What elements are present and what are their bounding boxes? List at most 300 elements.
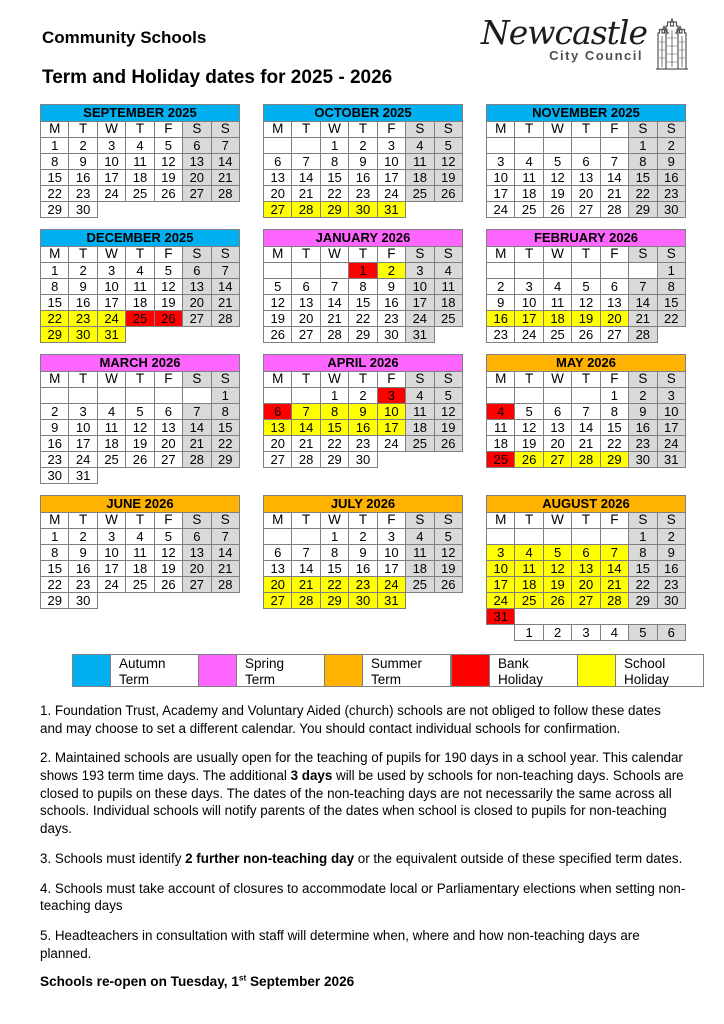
date-cell: 9: [41, 420, 69, 436]
date-cell: 16: [69, 295, 97, 311]
date-cell: 17: [377, 420, 405, 436]
doc-title: Community Schools: [42, 28, 207, 47]
blank: [97, 468, 125, 484]
blank: [97, 593, 125, 609]
date-cell: 28: [211, 311, 239, 327]
blank: [377, 452, 405, 468]
date-cell: 21: [320, 311, 348, 327]
day-letter: M: [264, 513, 292, 529]
date-cell: 11: [434, 279, 462, 295]
date-cell: 28: [211, 577, 239, 593]
day-letter: S: [434, 372, 462, 388]
day-letter: F: [600, 513, 628, 529]
day-letter: S: [657, 372, 685, 388]
month-header: FEBRUARY 2026: [487, 230, 686, 247]
date-cell: 10: [515, 295, 543, 311]
date-cell: 14: [183, 420, 211, 436]
date-cell: 3: [97, 263, 125, 279]
date-cell: 20: [543, 436, 571, 452]
month-header: NOVEMBER 2025: [487, 105, 686, 122]
day-letter: T: [349, 247, 377, 263]
date-cell: 28: [600, 202, 628, 218]
date-cell: 28: [211, 186, 239, 202]
date-cell: 10: [487, 561, 515, 577]
date-cell: 1: [657, 263, 685, 279]
date-cell: 3: [406, 263, 434, 279]
day-letter: T: [515, 247, 543, 263]
date-cell: 3: [69, 404, 97, 420]
date-cell: 10: [377, 154, 405, 170]
blank: [183, 202, 211, 218]
date-cell: 16: [69, 170, 97, 186]
empty-cell: [543, 388, 571, 404]
empty-cell: [600, 138, 628, 154]
date-cell: 15: [657, 295, 685, 311]
empty-cell: [97, 388, 125, 404]
date-cell: 4: [434, 263, 462, 279]
day-letter: T: [69, 247, 97, 263]
day-letter: S: [629, 247, 657, 263]
empty-cell: [292, 529, 320, 545]
term-color-swatch: [199, 655, 237, 686]
date-cell: 25: [126, 311, 154, 327]
day-letter: T: [126, 513, 154, 529]
month-calendar-november-2025: [486, 104, 686, 218]
date-cell: 6: [183, 529, 211, 545]
date-cell: 19: [434, 170, 462, 186]
date-cell: 31: [657, 452, 685, 468]
date-cell: 16: [657, 170, 685, 186]
day-letter: W: [320, 372, 348, 388]
date-cell: 1: [349, 263, 377, 279]
date-cell: 11: [126, 545, 154, 561]
date-cell: 10: [377, 545, 405, 561]
date-cell: 5: [515, 404, 543, 420]
date-cell: 13: [264, 420, 292, 436]
day-letter: T: [126, 122, 154, 138]
date-cell: 20: [264, 577, 292, 593]
date-cell: 1: [320, 138, 348, 154]
date-cell: 23: [629, 436, 657, 452]
day-letter: F: [600, 372, 628, 388]
blank: [487, 625, 515, 641]
date-cell: 26: [434, 436, 462, 452]
date-cell: 28: [320, 327, 348, 343]
date-cell: 7: [292, 404, 320, 420]
date-cell: 16: [69, 561, 97, 577]
date-cell: 27: [600, 327, 628, 343]
legend-autumn-term: [72, 654, 199, 687]
date-cell: 17: [377, 170, 405, 186]
date-cell: 17: [97, 295, 125, 311]
date-cell: 3: [377, 388, 405, 404]
date-cell: 23: [487, 327, 515, 343]
empty-cell: [543, 263, 571, 279]
date-cell: 11: [487, 420, 515, 436]
date-cell: 2: [41, 404, 69, 420]
legend-label: Summer Term: [371, 656, 423, 687]
empty-cell: [600, 529, 628, 545]
date-cell: 26: [154, 186, 182, 202]
date-cell: 22: [320, 577, 348, 593]
date-cell: 13: [572, 170, 600, 186]
date-cell: 28: [292, 452, 320, 468]
month-header: JUNE 2026: [41, 496, 240, 513]
date-cell: 9: [629, 404, 657, 420]
date-cell: 16: [349, 561, 377, 577]
date-cell: 24: [97, 577, 125, 593]
day-letter: S: [183, 122, 211, 138]
date-cell: 9: [69, 279, 97, 295]
date-cell: 19: [543, 186, 571, 202]
month-calendar-august-2026: [486, 495, 686, 641]
date-cell: 22: [320, 186, 348, 202]
month-calendar-april-2026: [263, 354, 463, 468]
day-letter: T: [349, 513, 377, 529]
date-cell: 16: [657, 561, 685, 577]
date-cell: 13: [183, 279, 211, 295]
date-cell: 8: [320, 154, 348, 170]
day-letter: M: [487, 513, 515, 529]
date-cell: 14: [600, 170, 628, 186]
date-cell: 19: [434, 561, 462, 577]
empty-cell: [154, 388, 182, 404]
day-letter: W: [97, 122, 125, 138]
date-cell: 26: [434, 186, 462, 202]
date-cell: 14: [320, 295, 348, 311]
date-cell: 11: [126, 154, 154, 170]
month-calendar-february-2026: [486, 229, 686, 343]
day-letter: F: [377, 372, 405, 388]
date-cell: 1: [320, 529, 348, 545]
blank: [126, 202, 154, 218]
date-cell: 8: [657, 279, 685, 295]
date-cell: 17: [406, 295, 434, 311]
date-cell: 12: [572, 295, 600, 311]
date-cell: 19: [515, 436, 543, 452]
date-cell: 18: [126, 295, 154, 311]
day-letter: W: [320, 247, 348, 263]
day-letter: F: [600, 122, 628, 138]
date-cell: 17: [69, 436, 97, 452]
month-calendar-september-2025: [40, 104, 240, 218]
date-cell: 10: [97, 279, 125, 295]
date-cell: 19: [572, 311, 600, 327]
empty-cell: [515, 263, 543, 279]
day-letter: T: [69, 513, 97, 529]
date-cell: 23: [349, 577, 377, 593]
date-cell: 13: [543, 420, 571, 436]
day-letter: S: [434, 247, 462, 263]
date-cell: 11: [406, 154, 434, 170]
date-cell: 31: [69, 468, 97, 484]
legend-summer-term: [324, 654, 451, 687]
date-cell: 30: [69, 327, 97, 343]
day-letter: S: [211, 372, 239, 388]
day-letter: S: [657, 513, 685, 529]
empty-cell: [264, 529, 292, 545]
date-cell: 15: [41, 561, 69, 577]
empty-cell: [41, 388, 69, 404]
date-cell: 1: [41, 263, 69, 279]
month-calendar-july-2026: [263, 495, 463, 609]
date-cell: 14: [629, 295, 657, 311]
date-cell: 2: [657, 138, 685, 154]
blank: [406, 452, 434, 468]
date-cell: 12: [154, 545, 182, 561]
date-cell: 16: [349, 420, 377, 436]
blank: [154, 468, 182, 484]
date-cell: 16: [41, 436, 69, 452]
day-letter: T: [69, 122, 97, 138]
date-cell: 14: [211, 545, 239, 561]
date-cell: 18: [406, 170, 434, 186]
day-letter: W: [543, 513, 571, 529]
day-letter: S: [657, 247, 685, 263]
date-cell: 10: [97, 154, 125, 170]
date-cell: 27: [264, 452, 292, 468]
day-letter: S: [629, 122, 657, 138]
date-cell: 24: [97, 311, 125, 327]
date-cell: 19: [154, 295, 182, 311]
day-letter: F: [154, 122, 182, 138]
date-cell: 25: [515, 202, 543, 218]
date-cell: 9: [657, 545, 685, 561]
date-cell: 2: [69, 263, 97, 279]
empty-cell: [292, 263, 320, 279]
empty-cell: [292, 138, 320, 154]
date-cell: 18: [543, 311, 571, 327]
blank: [657, 609, 685, 625]
date-cell: 3: [487, 154, 515, 170]
date-cell: 8: [211, 404, 239, 420]
date-cell: 27: [183, 311, 211, 327]
blank: [515, 609, 543, 625]
date-cell: 30: [41, 468, 69, 484]
date-cell: 7: [211, 263, 239, 279]
date-cell: 6: [183, 138, 211, 154]
empty-cell: [572, 529, 600, 545]
date-cell: 30: [349, 202, 377, 218]
date-cell: 6: [264, 545, 292, 561]
date-cell: 16: [349, 170, 377, 186]
day-letter: S: [406, 513, 434, 529]
date-cell: 18: [515, 577, 543, 593]
date-cell: 30: [69, 202, 97, 218]
date-cell: 16: [377, 295, 405, 311]
legend-label: School Holiday: [624, 656, 670, 687]
day-letter: F: [154, 372, 182, 388]
preview-date-cell: 2: [543, 625, 571, 641]
date-cell: 4: [543, 279, 571, 295]
day-letter: M: [41, 513, 69, 529]
date-cell: 5: [543, 545, 571, 561]
day-letter: F: [377, 247, 405, 263]
day-letter: S: [434, 513, 462, 529]
date-cell: 21: [211, 561, 239, 577]
blank: [97, 202, 125, 218]
date-cell: 2: [349, 138, 377, 154]
blank: [154, 327, 182, 343]
date-cell: 9: [349, 545, 377, 561]
blank: [211, 327, 239, 343]
day-letter: S: [629, 372, 657, 388]
date-cell: 12: [154, 154, 182, 170]
blank: [154, 202, 182, 218]
day-letter: T: [515, 122, 543, 138]
date-cell: 22: [211, 436, 239, 452]
date-cell: 30: [349, 593, 377, 609]
date-cell: 4: [487, 404, 515, 420]
day-letter: F: [154, 513, 182, 529]
date-cell: 20: [183, 170, 211, 186]
day-letter: S: [629, 513, 657, 529]
date-cell: 15: [349, 295, 377, 311]
date-cell: 24: [377, 186, 405, 202]
date-cell: 4: [406, 388, 434, 404]
empty-cell: [487, 529, 515, 545]
date-cell: 4: [97, 404, 125, 420]
date-cell: 6: [572, 545, 600, 561]
date-cell: 18: [406, 561, 434, 577]
date-cell: 19: [543, 577, 571, 593]
empty-cell: [543, 138, 571, 154]
date-cell: 11: [515, 170, 543, 186]
date-cell: 25: [126, 186, 154, 202]
date-cell: 7: [211, 529, 239, 545]
day-letter: W: [97, 513, 125, 529]
date-cell: 29: [320, 593, 348, 609]
date-cell: 12: [434, 154, 462, 170]
date-cell: 9: [349, 404, 377, 420]
date-cell: 19: [126, 436, 154, 452]
date-cell: 26: [126, 452, 154, 468]
date-cell: 29: [600, 452, 628, 468]
date-cell: 8: [320, 404, 348, 420]
date-cell: 4: [126, 138, 154, 154]
date-cell: 29: [41, 593, 69, 609]
date-cell: 18: [434, 295, 462, 311]
date-cell: 28: [292, 593, 320, 609]
date-cell: 31: [406, 327, 434, 343]
preview-date-cell: 1: [515, 625, 543, 641]
empty-cell: [600, 263, 628, 279]
date-cell: 27: [264, 202, 292, 218]
date-cell: 13: [154, 420, 182, 436]
date-cell: 7: [183, 404, 211, 420]
date-cell: 17: [657, 420, 685, 436]
date-cell: 15: [41, 295, 69, 311]
blank: [211, 468, 239, 484]
date-cell: 22: [600, 436, 628, 452]
date-cell: 27: [543, 452, 571, 468]
day-letter: W: [543, 122, 571, 138]
date-cell: 9: [487, 295, 515, 311]
day-letter: S: [183, 247, 211, 263]
date-cell: 21: [292, 436, 320, 452]
date-cell: 1: [600, 388, 628, 404]
day-letter: W: [97, 372, 125, 388]
date-cell: 12: [154, 279, 182, 295]
date-cell: 24: [657, 436, 685, 452]
legend-label: Spring Term: [245, 656, 285, 687]
date-cell: 31: [97, 327, 125, 343]
date-cell: 8: [41, 154, 69, 170]
empty-cell: [487, 388, 515, 404]
month-header: DECEMBER 2025: [41, 230, 240, 247]
date-cell: 10: [657, 404, 685, 420]
date-cell: 20: [572, 186, 600, 202]
date-cell: 22: [657, 311, 685, 327]
date-cell: 25: [406, 436, 434, 452]
date-cell: 26: [154, 311, 182, 327]
date-cell: 21: [600, 186, 628, 202]
date-cell: 27: [572, 202, 600, 218]
date-cell: 29: [320, 452, 348, 468]
date-cell: 18: [406, 420, 434, 436]
day-letter: M: [487, 372, 515, 388]
date-cell: 20: [600, 311, 628, 327]
day-letter: T: [292, 122, 320, 138]
date-cell: 4: [515, 545, 543, 561]
logo-subtitle: City Council: [549, 48, 643, 63]
blank: [183, 593, 211, 609]
date-cell: 12: [543, 170, 571, 186]
date-cell: 21: [183, 436, 211, 452]
date-cell: 10: [377, 404, 405, 420]
date-cell: 7: [600, 545, 628, 561]
date-cell: 15: [41, 170, 69, 186]
date-cell: 19: [264, 311, 292, 327]
date-cell: 17: [487, 186, 515, 202]
date-cell: 3: [515, 279, 543, 295]
preview-date-cell: 4: [600, 625, 628, 641]
date-cell: 23: [349, 186, 377, 202]
blank: [154, 593, 182, 609]
date-cell: 20: [183, 295, 211, 311]
date-cell: 28: [183, 452, 211, 468]
date-cell: 27: [183, 577, 211, 593]
date-cell: 24: [515, 327, 543, 343]
blank: [126, 593, 154, 609]
empty-cell: [320, 263, 348, 279]
legend-bank-holiday: [451, 654, 578, 687]
date-cell: 9: [657, 154, 685, 170]
date-cell: 13: [292, 295, 320, 311]
date-cell: 25: [543, 327, 571, 343]
date-cell: 24: [377, 577, 405, 593]
date-cell: 26: [543, 202, 571, 218]
empty-cell: [487, 138, 515, 154]
date-cell: 15: [320, 420, 348, 436]
date-cell: 5: [543, 154, 571, 170]
blank: [543, 609, 571, 625]
month-calendar-may-2026: [486, 354, 686, 468]
date-cell: 17: [515, 311, 543, 327]
month-header: APRIL 2026: [264, 355, 463, 372]
date-cell: 5: [434, 138, 462, 154]
date-cell: 8: [41, 279, 69, 295]
note-5: 5. Headteachers in consultation with staff will determine when, where and how non-teaching days are planned.: [40, 927, 640, 961]
date-cell: 5: [126, 404, 154, 420]
day-letter: T: [572, 513, 600, 529]
day-letter: W: [320, 122, 348, 138]
date-cell: 20: [154, 436, 182, 452]
date-cell: 2: [377, 263, 405, 279]
date-cell: 22: [629, 186, 657, 202]
preview-date-cell: 3: [572, 625, 600, 641]
day-letter: M: [41, 372, 69, 388]
